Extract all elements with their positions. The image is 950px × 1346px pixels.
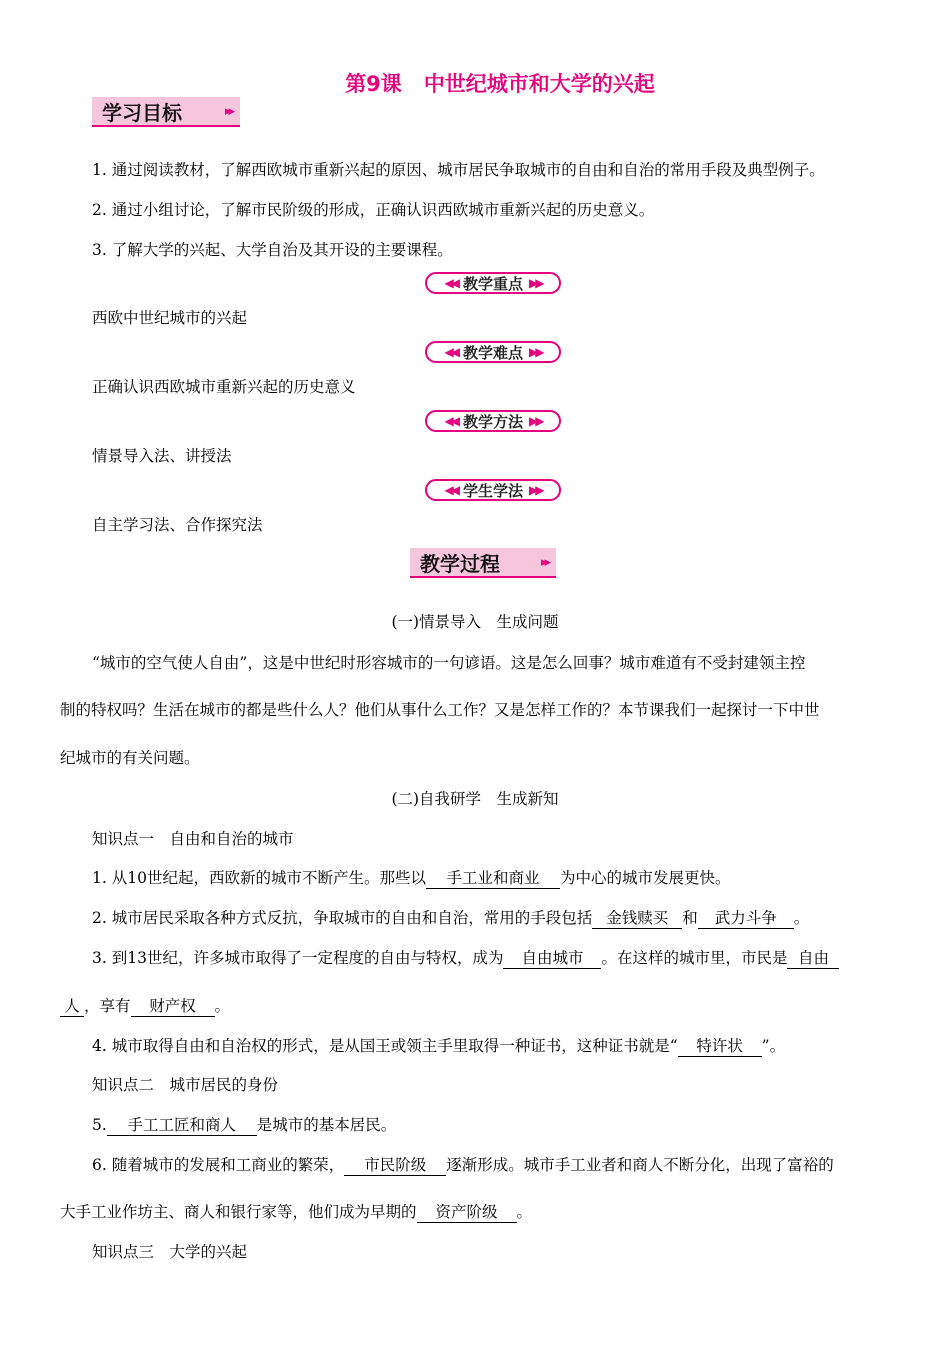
question-3-cont — [60, 994, 230, 1017]
process-tag-label: 教学过程 — [420, 551, 500, 576]
difficult-points-tag-label: 教学难点 — [462, 343, 523, 362]
learning-method-tag — [425, 479, 561, 501]
goals-tag — [92, 97, 240, 127]
double-arrow-icon: ▸▸ — [540, 554, 548, 570]
q6-post: 。 — [516, 1203, 533, 1221]
teaching-method-tag — [425, 410, 561, 432]
q2-mid: 和 — [682, 909, 698, 927]
right-chevron-icon: ▶▶ — [529, 276, 542, 290]
lesson-number: 第9课 — [345, 72, 402, 96]
q6-mid: 逐渐形成。城市手工业者和商人不断分化，出现了富裕的 — [446, 1156, 834, 1174]
key-points-tag — [425, 272, 561, 294]
q1-pre: 1. 从10世纪起，西欧新的城市不断产生。那些以 — [92, 869, 426, 887]
section1-line-1: “城市的空气使人自由”，这是中世纪时形容城市的一句谚语。这是怎么回事？城市难道有不受封建领主控 — [92, 654, 806, 672]
question-5 — [92, 1113, 396, 1136]
answer-blank: 手工业和商业 — [426, 866, 560, 889]
answer-blank: 财产权 — [131, 994, 215, 1017]
section1-line-2: 制的特权吗？生活在城市的都是些什么人？他们从事什么工作？又是怎样工作的？本节课我们一起探讨一下中世 — [60, 701, 820, 719]
lesson-name: 中世纪城市和大学的兴起 — [423, 72, 655, 96]
answer-blank: 人 — [60, 994, 84, 1017]
learning-method-tag-label: 学生学法 — [462, 481, 523, 500]
key-points-text: 西欧中世纪城市的兴起 — [92, 309, 248, 327]
goal-item-2: 2. 通过小组讨论，了解市民阶级的形成，正确认识西欧城市重新兴起的历史意义。 — [92, 201, 655, 219]
answer-blank: 资产阶级 — [417, 1200, 517, 1223]
q6-pre: 6. 随着城市的发展和工商业的繁荣， — [92, 1156, 345, 1174]
goals-tag-label: 学习目标 — [102, 100, 182, 125]
knowledge-point-3: 知识点三 大学的兴起 — [92, 1243, 248, 1261]
q3-pre: 3. 到13世纪，许多城市取得了一定程度的自由与特权，成为 — [92, 949, 504, 967]
q1-post: 为中心的城市发展更快。 — [559, 869, 731, 887]
question-6-cont — [60, 1200, 532, 1223]
question-6 — [92, 1153, 834, 1176]
double-arrow-icon: ▸▸ — [224, 103, 232, 119]
q4-pre: 4. 城市取得自由和自治权的形式，是从国王或领主手里取得一种证书，这种证书就是“ — [92, 1037, 678, 1055]
question-2 — [92, 906, 809, 929]
difficult-points-text: 正确认识西欧城市重新兴起的历史意义 — [92, 378, 356, 396]
question-4 — [92, 1034, 785, 1057]
answer-blank: 金钱赎买 — [592, 906, 682, 929]
q2-pre: 2. 城市居民采取各种方式反抗，争取城市的自由和自治，常用的手段包括 — [92, 909, 593, 927]
answer-blank: 自由城市 — [503, 946, 601, 969]
teaching-method-tag-label: 教学方法 — [462, 412, 523, 431]
learning-method-text: 自主学习法、合作探究法 — [92, 516, 263, 534]
question-1 — [92, 866, 730, 889]
section1-heading: (一)情景导入 生成问题 — [391, 613, 559, 631]
question-3 — [92, 946, 839, 969]
q3-mid2: ，享有 — [84, 997, 131, 1015]
answer-blank: 特许状 — [678, 1034, 762, 1057]
knowledge-point-1: 知识点一 自由和自治的城市 — [92, 830, 294, 848]
answer-blank: 自由 — [787, 946, 839, 969]
answer-blank: 手工工匠和商人 — [107, 1113, 257, 1136]
q5-post: 是城市的基本居民。 — [256, 1116, 397, 1134]
q4-post: ”。 — [761, 1037, 786, 1055]
left-chevron-icon: ◀◀ — [444, 414, 457, 428]
teaching-method-text: 情景导入法、讲授法 — [92, 447, 232, 465]
q2-post: 。 — [793, 909, 810, 927]
q6-line2-pre: 大手工业作坊主、商人和银行家等，他们成为早期的 — [60, 1203, 417, 1221]
knowledge-point-2: 知识点二 城市居民的身份 — [92, 1076, 279, 1094]
right-chevron-icon: ▶▶ — [529, 345, 542, 359]
section1-line-3: 纪城市的有关问题。 — [60, 749, 200, 767]
left-chevron-icon: ◀◀ — [444, 276, 457, 290]
q3-post: 。 — [214, 997, 231, 1015]
right-chevron-icon: ▶▶ — [529, 414, 542, 428]
q5-pre: 5. — [92, 1116, 107, 1134]
right-chevron-icon: ▶▶ — [529, 483, 542, 497]
section2-heading: (二)自我研学 生成新知 — [391, 790, 559, 808]
difficult-points-tag — [425, 341, 561, 363]
left-chevron-icon: ◀◀ — [444, 345, 457, 359]
page-title — [0, 68, 950, 98]
answer-blank: 市民阶级 — [344, 1153, 446, 1176]
answer-blank: 武力斗争 — [698, 906, 794, 929]
key-points-tag-label: 教学重点 — [462, 274, 523, 293]
q3-mid: 。在这样的城市里，市民是 — [601, 949, 788, 967]
left-chevron-icon: ◀◀ — [444, 483, 457, 497]
goal-item-1: 1. 通过阅读教材，了解西欧城市重新兴起的原因、城市居民争取城市的自由和自治的常用手段及典型例子。 — [92, 161, 825, 179]
process-tag — [410, 548, 556, 578]
goal-item-3: 3. 了解大学的兴起、大学自治及其开设的主要课程。 — [92, 241, 453, 259]
